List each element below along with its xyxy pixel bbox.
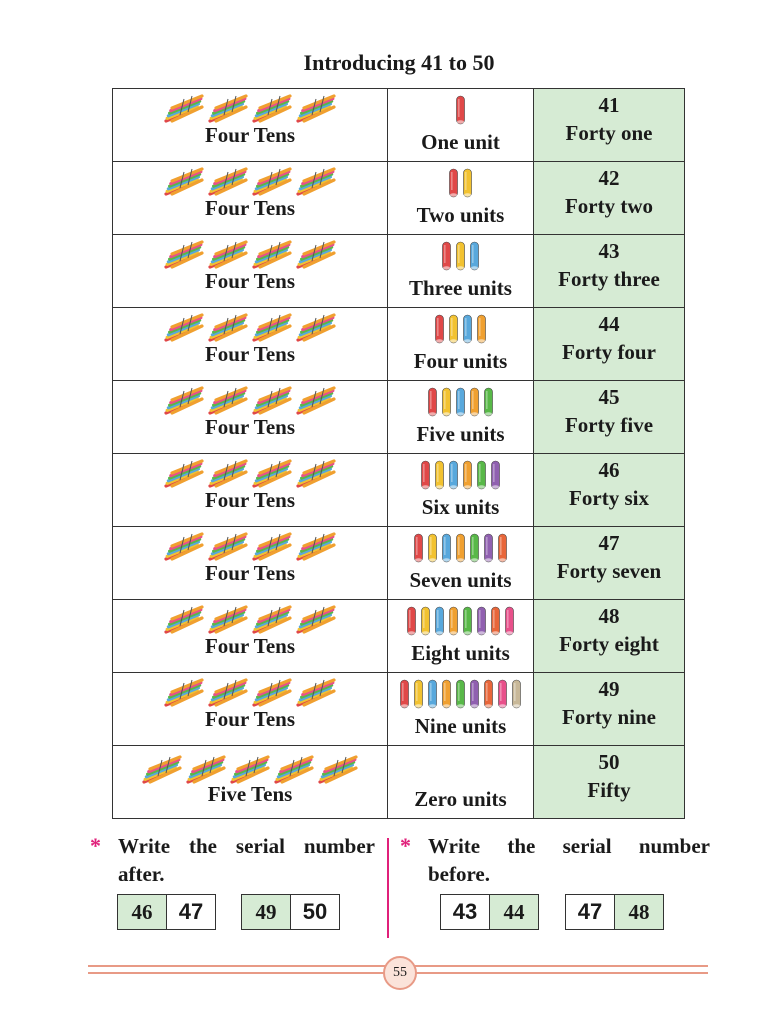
ten-bundles (113, 458, 387, 490)
unit-stick-icon (470, 387, 479, 417)
ten-bundles (113, 239, 387, 271)
exercise-before-text: Write the serial number before. (428, 834, 710, 886)
number-words: Forty nine (562, 705, 656, 729)
tens-cell (113, 381, 388, 454)
unit-stick-icon (428, 533, 437, 563)
unit-stick-icon (400, 679, 409, 709)
ten-bundle-icon (252, 312, 292, 344)
number-cell (534, 673, 685, 746)
units-cell (388, 89, 534, 162)
number-words: Forty five (564, 413, 654, 437)
table-row (113, 527, 685, 600)
units-label: Eight units (411, 641, 510, 665)
number-digits: 43 (598, 239, 620, 263)
number-digits: 47 (598, 531, 620, 555)
ten-bundle-icon (252, 239, 292, 271)
number-cell (534, 746, 685, 819)
ten-bundle-icon (296, 239, 336, 271)
units-cell (388, 381, 534, 454)
ten-bundle-icon (208, 93, 248, 125)
number-cell (534, 381, 685, 454)
table-row (113, 381, 685, 454)
unit-stick-icon (491, 606, 500, 636)
number-words: Forty six (569, 486, 649, 510)
ten-bundle-icon (296, 166, 336, 198)
ten-bundle-icon (164, 458, 204, 490)
ten-bundles (113, 385, 387, 417)
unit-stick-icon (463, 606, 472, 636)
ten-bundle-icon (296, 385, 336, 417)
number-cell (534, 89, 685, 162)
unit-stick-icon (484, 533, 493, 563)
unit-stick-icon (414, 679, 423, 709)
ten-bundle-icon (164, 604, 204, 636)
unit-stick-icon (505, 606, 514, 636)
ten-bundle-icon (208, 677, 248, 709)
exercise-before (400, 832, 710, 888)
unit-stick-icon (428, 679, 437, 709)
unit-stick-icon (435, 460, 444, 490)
unit-stick-icon (470, 533, 479, 563)
units-label: Seven units (409, 568, 512, 592)
unit-stick-icon (491, 460, 500, 490)
number-digits: 49 (598, 677, 620, 701)
ten-bundle-icon (164, 385, 204, 417)
ten-bundle-icon (208, 239, 248, 271)
ten-bundle-icon (208, 458, 248, 490)
page-title: Introducing 41 to 50 (303, 50, 495, 75)
unit-stick-icon (442, 679, 451, 709)
column-divider (387, 838, 389, 938)
unit-stick-icon (498, 679, 507, 709)
ten-bundles (113, 531, 387, 563)
ten-bundle-icon (208, 385, 248, 417)
tens-cell (113, 308, 388, 381)
tens-cell (113, 527, 388, 600)
tens-cell (113, 89, 388, 162)
tens-label: Four Tens (204, 269, 296, 293)
answer-box[interactable]: 47 (566, 895, 614, 929)
ten-bundle-icon (252, 677, 292, 709)
unit-stick-icon (456, 241, 465, 271)
unit-stick-icon (442, 387, 451, 417)
number-cell (534, 235, 685, 308)
number-words: Fifty (587, 778, 631, 802)
tens-cell (113, 600, 388, 673)
units-cell (388, 746, 534, 819)
tens-label: Four Tens (204, 196, 296, 220)
tens-label: Four Tens (204, 342, 296, 366)
ten-bundle-icon (296, 677, 336, 709)
ten-bundle-icon (164, 312, 204, 344)
ten-bundle-icon (208, 531, 248, 563)
units-cell (388, 162, 534, 235)
unit-sticks (388, 533, 533, 563)
given-number: 49 (242, 895, 290, 929)
number-cell (534, 527, 685, 600)
number-digits: 50 (598, 750, 620, 774)
ten-bundle-icon (252, 93, 292, 125)
unit-stick-icon (456, 387, 465, 417)
page-number: 55 (383, 956, 417, 990)
tens-label: Four Tens (204, 561, 296, 585)
exercise-after (90, 832, 375, 888)
number-digits: 41 (598, 93, 620, 117)
unit-stick-icon (449, 314, 458, 344)
unit-sticks (388, 95, 533, 125)
tens-cell (113, 162, 388, 235)
units-cell (388, 600, 534, 673)
unit-stick-icon (484, 387, 493, 417)
units-label: Six units (421, 495, 500, 519)
table-row (113, 454, 685, 527)
tens-label: Four Tens (204, 415, 296, 439)
ten-bundle-icon (208, 604, 248, 636)
given-number: 44 (489, 895, 538, 929)
unit-stick-icon (484, 679, 493, 709)
tens-cell (113, 454, 388, 527)
unit-sticks (388, 241, 533, 271)
number-cell (534, 308, 685, 381)
ten-bundle-icon (252, 531, 292, 563)
ten-bundle-icon (164, 166, 204, 198)
unit-sticks (388, 314, 533, 344)
units-cell (388, 673, 534, 746)
tens-label: Four Tens (204, 123, 296, 147)
ten-bundles (113, 604, 387, 636)
number-words: Forty two (564, 194, 654, 218)
ten-bundles (113, 312, 387, 344)
number-words: Forty one (565, 121, 653, 145)
unit-stick-icon (456, 95, 465, 125)
unit-sticks (388, 460, 533, 490)
table-row (113, 162, 685, 235)
unit-stick-icon (463, 314, 472, 344)
unit-stick-icon (421, 460, 430, 490)
number-words: Forty eight (559, 632, 659, 656)
tens-label: Four Tens (204, 488, 296, 512)
number-cell (534, 600, 685, 673)
units-cell (388, 527, 534, 600)
given-number: 46 (118, 895, 166, 929)
number-cell (534, 454, 685, 527)
number-words: Forty three (558, 267, 660, 291)
ten-bundle-icon (296, 93, 336, 125)
unit-stick-icon (435, 606, 444, 636)
ten-bundle-icon (296, 604, 336, 636)
tens-cell (113, 673, 388, 746)
unit-stick-icon (498, 533, 507, 563)
table-row (113, 673, 685, 746)
answer-box[interactable]: 43 (441, 895, 489, 929)
unit-stick-icon (463, 460, 472, 490)
number-digits: 48 (598, 604, 620, 628)
number-digits: 44 (598, 312, 620, 336)
answer-box[interactable]: 50 (290, 895, 339, 929)
number-digits: 46 (598, 458, 620, 482)
unit-stick-icon (442, 241, 451, 271)
units-label: Zero units (414, 787, 507, 811)
unit-sticks (388, 168, 533, 198)
unit-stick-icon (456, 533, 465, 563)
ten-bundles (113, 166, 387, 198)
ten-bundle-icon (296, 312, 336, 344)
tens-cell (113, 235, 388, 308)
given-number: 48 (614, 895, 663, 929)
table-row (113, 235, 685, 308)
unit-sticks (388, 606, 533, 636)
unit-sticks (388, 387, 533, 417)
unit-stick-icon (449, 460, 458, 490)
ten-bundle-icon (164, 677, 204, 709)
tens-label: Five Tens (207, 782, 293, 806)
units-cell (388, 308, 534, 381)
ten-bundle-icon (296, 531, 336, 563)
units-cell (388, 454, 534, 527)
units-cell (388, 235, 534, 308)
number-words: Forty four (562, 340, 656, 364)
ten-bundle-icon (252, 458, 292, 490)
table-row (113, 89, 685, 162)
unit-stick-icon (477, 314, 486, 344)
number-digits: 45 (598, 385, 620, 409)
star-icon: * (400, 833, 411, 858)
table-row (113, 746, 685, 819)
ten-bundle-icon (208, 312, 248, 344)
tens-label: Four Tens (204, 634, 296, 658)
unit-stick-icon (463, 168, 472, 198)
unit-sticks (388, 679, 533, 709)
numbers-table (112, 88, 685, 819)
table-row (113, 308, 685, 381)
answer-box[interactable]: 47 (166, 895, 215, 929)
unit-stick-icon (407, 606, 416, 636)
unit-stick-icon (470, 241, 479, 271)
ten-bundles (113, 93, 387, 125)
ten-bundle-icon (296, 458, 336, 490)
units-label: Five units (416, 422, 505, 446)
unit-stick-icon (477, 606, 486, 636)
unit-stick-icon (470, 679, 479, 709)
unit-stick-icon (428, 387, 437, 417)
exercise-after-text: Write the serial number after. (118, 834, 375, 886)
unit-stick-icon (449, 168, 458, 198)
unit-stick-icon (414, 533, 423, 563)
answer-pair-before-1 (440, 894, 539, 930)
ten-bundle-icon (252, 166, 292, 198)
tens-cell (113, 746, 388, 819)
answer-pair-before-2 (565, 894, 664, 930)
unit-stick-icon (421, 606, 430, 636)
unit-stick-icon (456, 679, 465, 709)
units-label: Four units (413, 349, 508, 373)
unit-stick-icon (512, 679, 521, 709)
unit-stick-icon (435, 314, 444, 344)
answer-pair-after-1 (117, 894, 216, 930)
ten-bundle-icon (252, 604, 292, 636)
ten-bundle-icon (164, 93, 204, 125)
ten-bundle-icon (164, 531, 204, 563)
number-words: Forty seven (556, 559, 662, 583)
ten-bundle-icon (252, 385, 292, 417)
unit-stick-icon (477, 460, 486, 490)
units-label: Two units (416, 203, 505, 227)
table-row (113, 600, 685, 673)
ten-bundles (113, 677, 387, 709)
unit-stick-icon (442, 533, 451, 563)
tens-label: Four Tens (204, 707, 296, 731)
star-icon: * (90, 833, 101, 858)
ten-bundle-icon (208, 166, 248, 198)
unit-stick-icon (449, 606, 458, 636)
answer-pair-after-2 (241, 894, 340, 930)
ten-bundle-icon (164, 239, 204, 271)
number-digits: 42 (598, 166, 620, 190)
units-label: Three units (409, 276, 512, 300)
units-label: Nine units (414, 714, 507, 738)
number-cell (534, 162, 685, 235)
units-label: One unit (421, 130, 500, 154)
